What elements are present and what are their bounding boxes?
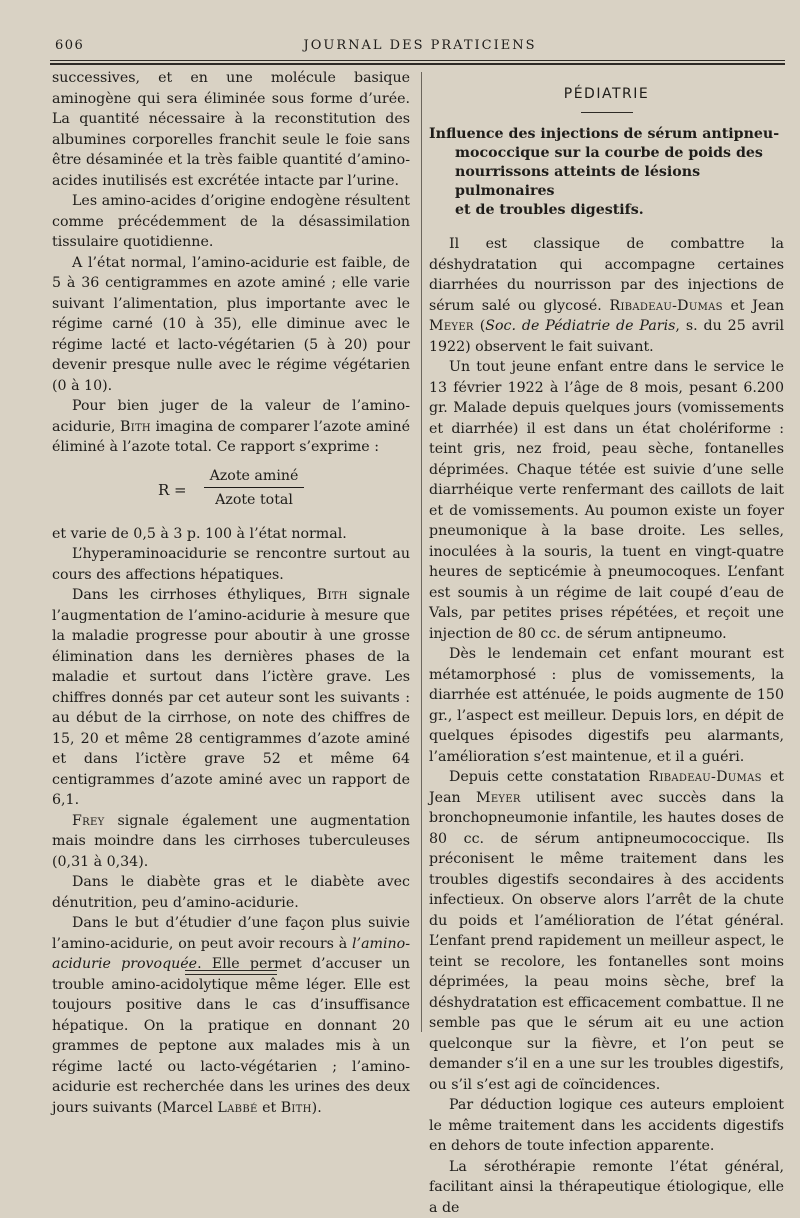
fraction-bar xyxy=(204,487,304,488)
text-run: et Jean xyxy=(429,769,784,806)
section-rule xyxy=(581,112,633,113)
column-divider xyxy=(421,72,422,1032)
text-run: et Jean xyxy=(731,298,784,314)
text-run: , s. du 25 avril 1922) observent le fait suivant. xyxy=(429,318,784,355)
citation: Soc. de Pédiatrie de Paris xyxy=(485,318,675,334)
author-name: Bith xyxy=(317,587,348,603)
paragraph xyxy=(52,585,410,811)
ratio-formula xyxy=(52,460,410,522)
text-run: . Elle permet d’accuser un trouble amino-acidolytique même léger. Elle est toujours positive dans le cas d’insuffisance hépatique. On la pratique en donnant 20 grammes de peptone aux malades mis à un régime lacté ou lacto-végétarien ; l’amino-acidurie est recherchée dans les urines des deux jours suivants (Marcel xyxy=(52,956,410,1116)
emphasis: l’amino-acidurie provoquée xyxy=(52,936,410,973)
paragraph xyxy=(429,767,784,1095)
formula-numerator: Azote aminé xyxy=(204,466,304,486)
paragraph: Dans le diabète gras et le diabète avec dénutrition, peu d’amino-acidurie. xyxy=(52,872,410,913)
text-run: Dans les cirrhoses éthyliques, xyxy=(72,587,306,603)
author-name: Ribadeau-Dumas xyxy=(610,298,723,314)
paragraph: A l’état normal, l’amino-acidurie est faible, de 5 à 36 centigrammes en azote aminé ; elle varie suivant l’alimentation, plus importante avec le régime carné (10 à 35), elle diminue avec le régime lacté et lacto-végétarien (5 à 20) pour devenir presque nulle avec le régime végétarien (0 à 10). xyxy=(52,253,410,397)
text-run: ). xyxy=(312,1100,322,1116)
author-name: Labbé xyxy=(217,1100,257,1116)
paragraph: et varie de 0,5 à 3 p. 100 à l’état normal. xyxy=(52,524,410,545)
article-title xyxy=(429,125,784,220)
author-name: Bith xyxy=(120,419,151,435)
text-run: Pour bien juger de la valeur de l’amino-acidurie, xyxy=(52,398,410,435)
article-end-rule xyxy=(185,970,277,971)
article-title-line: nourrissons atteints de lésions pulmonaires xyxy=(429,163,784,201)
paragraph xyxy=(429,234,784,357)
paragraph xyxy=(52,396,410,458)
text-run: et xyxy=(262,1100,276,1116)
section-title: PÉDIATRIE xyxy=(429,84,784,104)
article-end-rule xyxy=(185,974,277,975)
text-run: signale également une augmentation mais moindre dans les cirrhoses tuberculeuses (0,31 à 0,34). xyxy=(52,813,410,870)
text-run: imagina de comparer l’azote aminé éliminé à l’azote total. Ce rapport s’exprime : xyxy=(52,419,410,456)
author-name: Bith xyxy=(281,1100,312,1116)
text-run: utilisent avec succès dans la bronchopneumonie infantile, les hautes doses de 80 cc. de sérum antipneumococcique. Ils préconisent le même traitement dans les troubles digestifs secondaires à des accidents infectieux. On observe alors l’arrêt de la chute du poids et l’amélioration de l’état général. L’enfant prend rapidement un meilleur aspect, le teint se recolore, les fontanelles sont moins déprimées, la peau moins sèche, bref la déshydratation est efficacement combattue. Il ne semble pas que le sérum ait eu une action quelconque sur la fièvre, et l’on peut se demander s’il en a une sur les troubles digestifs, ou s’il s’est agi de coïncidences. xyxy=(429,790,784,1093)
text-run: signale l’augmentation de l’amino-acidurie à mesure que la maladie progresse pour aboutir à une grosse élimination dans les dernières phases de la maladie et surtout dans l’ictère grave. Les chiffres donnés par cet auteur sont les suivants : au début de la cirrhose, on note des chiffres de 15, 20 et même 28 centigrammes d’azote aminé et dans l’ictère grave 52 et même 64 centigrammes d’azote aminé avec un rapport de 6,1. xyxy=(52,587,410,808)
article-title-line: Influence des injections de sérum antipneu- xyxy=(429,125,784,144)
text-run: Il est classique de combattre la déshydratation qui accompagne certaines diarrhées du nourrisson par des injections de sérum salé ou glycosé. xyxy=(429,236,784,314)
formula-lhs: R = xyxy=(158,480,187,501)
paragraph: successives, et en une molécule basique aminogène qui sera éliminée sous forme d’urée. La quantité nécessaire à la reconstitution des albumines corporelles franchit seule le foie sans être désaminée et la très faible quantité d’amino-acides inutilisés est excrétée intacte par l’urine. xyxy=(52,68,410,191)
page-header xyxy=(55,36,785,56)
journal-title: JOURNAL DES PRATICIENS xyxy=(55,38,785,53)
header-rule-thick xyxy=(50,63,785,65)
paragraph xyxy=(52,811,410,873)
paragraph: L’hyperaminoacidurie se rencontre surtout au cours des affections hépatiques. xyxy=(52,544,410,585)
paragraph: Par déduction logique ces auteurs emploient le même traitement dans les accidents digestifs en dehors de toute infection apparente. xyxy=(429,1095,784,1157)
author-name: Meyer xyxy=(476,790,521,806)
paragraph: Les amino-acides d’origine endogène résultent comme précédemment de la désassimilation tissulaire quotidienne. xyxy=(52,191,410,253)
formula-denominator: Azote total xyxy=(204,490,304,510)
author-name: Meyer xyxy=(429,318,474,334)
author-name: Ribadeau-Dumas xyxy=(648,769,761,785)
text-run: ( xyxy=(480,318,486,334)
paragraph xyxy=(52,913,410,1118)
text-run: Dans le but d’étudier d’une façon plus suivie l’amino-acidurie, on peut avoir recours à xyxy=(52,915,410,952)
left-column xyxy=(52,68,410,1118)
formula-fraction xyxy=(204,466,304,510)
page-number: 606 xyxy=(55,38,84,53)
paragraph: Un tout jeune enfant entre dans le service le 13 février 1922 à l’âge de 8 mois, pesant 6.200 gr. Malade depuis quelques jours (vomissements et diarrhée) il est dans un état cholériforme : teint gris, nez froid, peau sèche, fontanelles déprimées. Chaque tétée est suivie d’une selle diarrhéique verte renfermant des caillots de lait et de vomissements. Au poumon existe un foyer pneumonique à la base droite. Les selles, inoculées à la souris, la tuent en vingt-quatre heures de septicémie à pneumocoques. L’enfant est soumis à un régime de lait coupé d’eau de Vals, par petites prises répétées, et reçoit une injection de 80 cc. de sérum antipneumo. xyxy=(429,357,784,644)
paragraph: La sérothérapie remonte l’état général, facilitant ainsi la thérapeutique étiologique, elle a de xyxy=(429,1157,784,1218)
author-name: Frey xyxy=(72,813,104,829)
paragraph: Dès le lendemain cet enfant mourant est métamorphosé : plus de vomissements, la diarrhée est atténuée, le poids augmente de 150 gr., l’aspect est meilleur. Depuis lors, en dépit de quelques épisodes digestifs peu alarmants, l’amélioration s’est maintenue, et il a guéri. xyxy=(429,644,784,767)
header-rule xyxy=(50,60,785,61)
article-title-line: et de troubles digestifs. xyxy=(429,201,784,220)
text-run: Depuis cette constatation xyxy=(449,769,640,785)
article-title-line: mococcique sur la courbe de poids des xyxy=(429,144,784,163)
right-column xyxy=(429,68,784,1218)
